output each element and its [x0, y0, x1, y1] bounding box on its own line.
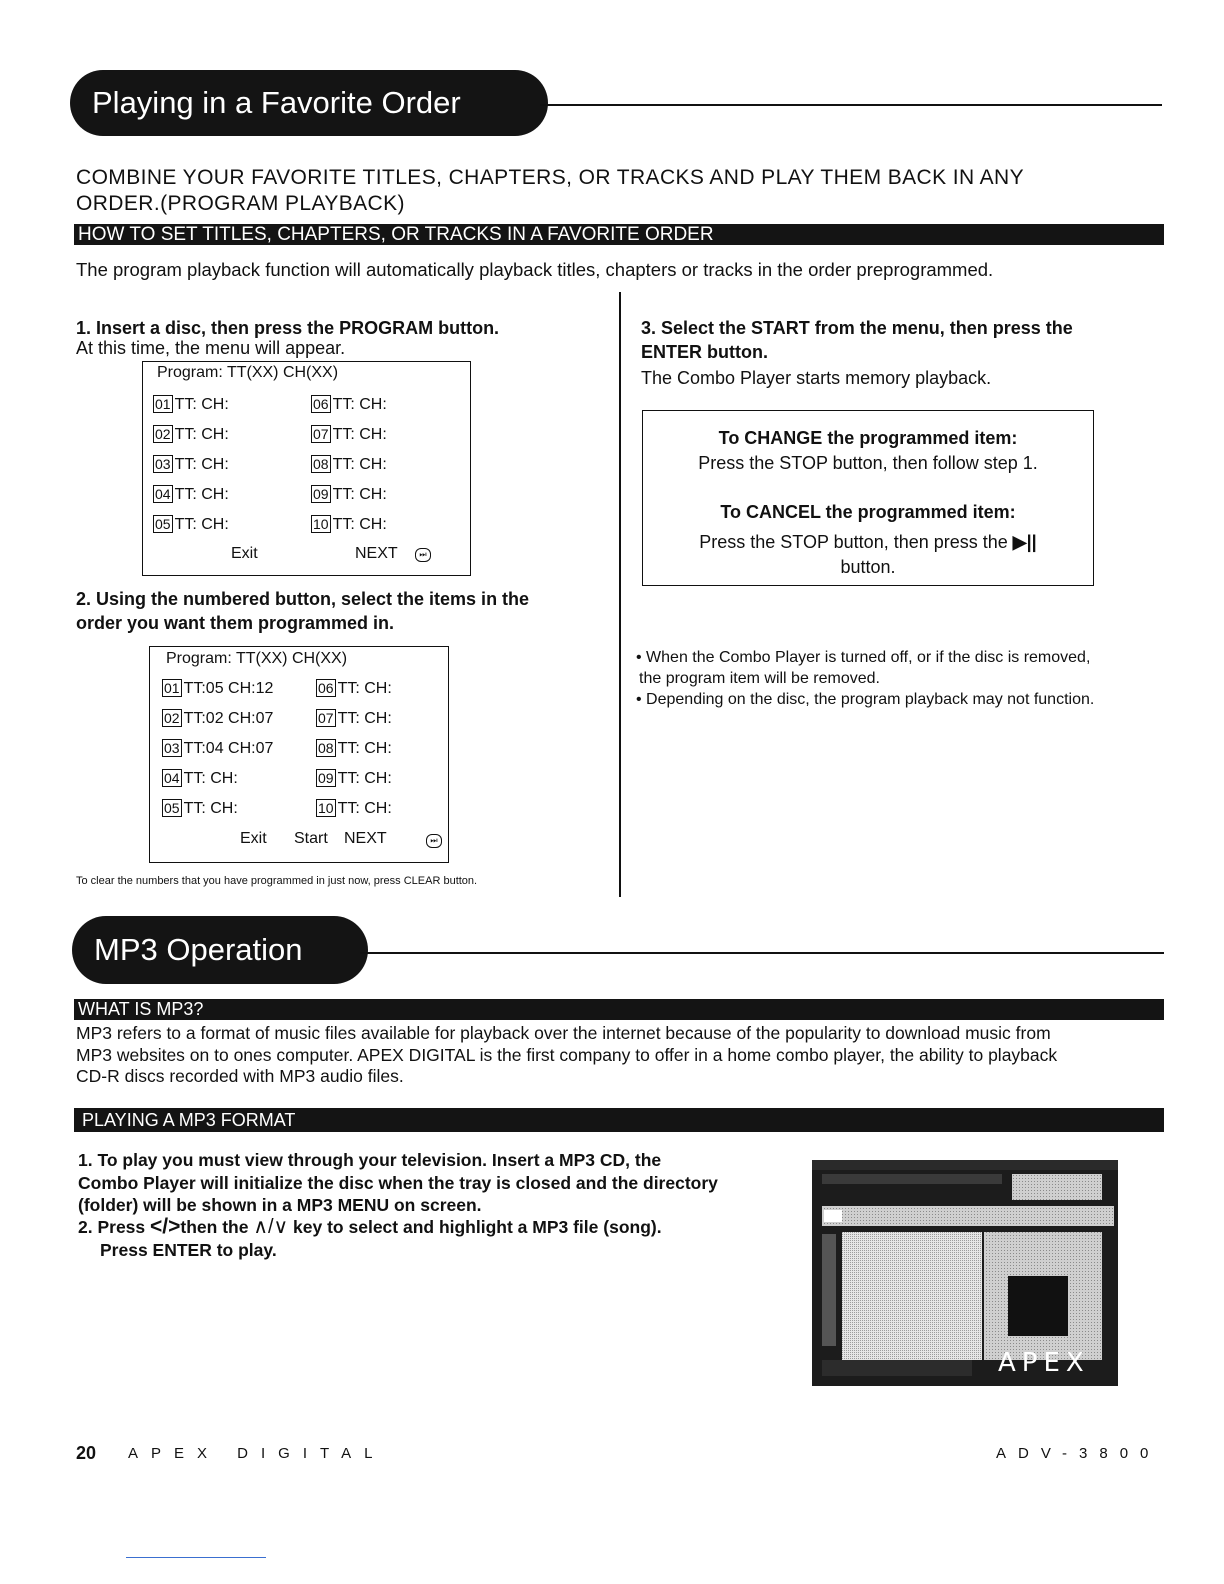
menu-row: 10 TT: CH:	[313, 516, 387, 533]
playing-mp3-bar: PLAYING A MP3 FORMAT	[74, 1108, 1164, 1132]
menu-next-label: NEXT	[355, 545, 398, 562]
menu-row: 07 TT: CH:	[318, 710, 392, 727]
note-2: • Depending on the disc, the program playback may not function.	[636, 691, 1095, 708]
program-menu-filled	[149, 646, 449, 863]
change-title: To CHANGE the programmed item:	[718, 428, 1018, 448]
section-title-rule	[360, 952, 1164, 954]
step1-title: 1. Insert a disc, then press the PROGRAM button.	[76, 318, 500, 338]
skip-next-icon: ⏭	[415, 548, 431, 562]
menu-start-label: Start	[294, 830, 328, 847]
menu-exit-label: Exit	[240, 830, 267, 847]
step3-line-3: The Combo Player starts memory playback.	[641, 368, 992, 388]
note-1b: the program item will be removed.	[639, 670, 880, 687]
note-1a: • When the Combo Player is turned off, or if the disc is removed,	[636, 649, 1091, 666]
menu-row: 03 TT:04 CH:07	[164, 740, 274, 757]
mp3-menu-screenshot	[812, 1160, 1118, 1386]
menu-row: 06 TT: CH:	[313, 396, 387, 413]
menu-header: Program: TT(XX) CH(XX)	[166, 650, 348, 667]
mp3-step1-a: 1. To play you must view through your television. Insert a MP3 CD, the	[78, 1150, 662, 1170]
mp3-step2-a: 2. Press </>then the ∧/∨ key to select and highlight a MP3 file (song).	[78, 1215, 662, 1238]
menu-header: Program: TT(XX) CH(XX)	[157, 364, 339, 381]
how-to-bar: HOW TO SET TITLES, CHAPTERS, OR TRACKS IN A FAVORITE ORDER	[74, 224, 1164, 245]
what-is-text-3: CD-R discs recorded with MP3 audio files.	[76, 1066, 404, 1086]
intro-line-1: COMBINE YOUR FAVORITE TITLES, CHAPTERS, OR TRACKS AND PLAY THEM BACK IN ANY	[76, 166, 1024, 189]
cancel-title: To CANCEL the programmed item:	[720, 502, 1016, 522]
step2-line-1: 2. Using the numbered button, select the items in the	[76, 589, 530, 609]
left-right-keys: </>	[150, 1215, 181, 1238]
menu-exit-label: Exit	[231, 545, 258, 562]
what-is-text-2: MP3 websites on to ones computer. APEX DIGITAL is the first company to offer in a home combo player, the ability to playback	[76, 1045, 1058, 1065]
menu-row: 05 TT: CH:	[155, 516, 229, 533]
clear-note: To clear the numbers that you have programmed in just now, press CLEAR button.	[76, 875, 478, 887]
mp3-step1-b: Combo Player will initialize the disc when the tray is closed and the directory	[78, 1173, 718, 1193]
step3-line-1: 3. Select the START from the menu, then press the	[641, 318, 1073, 338]
play-pause-icon: ▶||	[1012, 532, 1037, 552]
menu-row: 08 TT: CH:	[318, 740, 392, 757]
what-is-mp3-bar: WHAT IS MP3?	[74, 999, 1164, 1020]
change-text: Press the STOP button, then follow step 1.	[698, 453, 1038, 473]
section-title-favorite-order: Playing in a Favorite Order	[70, 70, 548, 136]
menu-row: 03 TT: CH:	[155, 456, 229, 473]
menu-row: 09 TT: CH:	[313, 486, 387, 503]
footer-model: ADV-3800	[996, 1445, 1161, 1462]
menu-row: 08 TT: CH:	[313, 456, 387, 473]
menu-next-label: NEXT	[344, 830, 387, 847]
menu-row: 01 TT:05 CH:12	[164, 680, 274, 697]
menu-row: 01 TT: CH:	[155, 396, 229, 413]
section-title-mp3: MP3 Operation	[72, 916, 368, 984]
footer-brand: APEX DIGITAL	[128, 1445, 386, 1462]
what-is-text-1: MP3 refers to a format of music files available for playback over the internet because of the popularity to download music from	[76, 1023, 1051, 1043]
cancel-text: Press the STOP button, then press the ▶||	[699, 532, 1037, 552]
menu-row: 02 TT: CH:	[155, 426, 229, 443]
skip-next-icon: ⏭	[426, 834, 442, 848]
mp3-step1-c: (folder) will be shown in a MP3 MENU on screen.	[78, 1195, 482, 1215]
step2-line-2: order you want them programmed in.	[76, 613, 395, 633]
menu-row: 10 TT: CH:	[318, 800, 392, 817]
menu-row: 04 TT: CH:	[164, 770, 238, 787]
mp3-step2-b: Press ENTER to play.	[100, 1240, 277, 1260]
page-number: 20	[76, 1443, 97, 1463]
step3-line-2: ENTER button.	[641, 342, 768, 362]
menu-row: 09 TT: CH:	[318, 770, 392, 787]
menu-row: 07 TT: CH:	[313, 426, 387, 443]
how-to-description: The program playback function will automatically playback titles, chapters or tracks in the order preprogrammed.	[76, 259, 994, 280]
cancel-text-2: button.	[840, 557, 896, 577]
section-title-rule	[540, 104, 1162, 106]
menu-row: 04 TT: CH:	[155, 486, 229, 503]
change-cancel-box	[642, 410, 1094, 586]
menu-row: 02 TT:02 CH:07	[164, 710, 274, 727]
menu-row: 06 TT: CH:	[318, 680, 392, 697]
footer-rule	[126, 1557, 266, 1558]
intro-line-2: ORDER.(PROGRAM PLAYBACK)	[76, 192, 405, 215]
up-down-keys: ∧/∨	[253, 1216, 289, 1238]
step1-subtitle: At this time, the menu will appear.	[76, 338, 346, 358]
program-menu-empty	[142, 361, 471, 576]
apex-logo: APEX	[998, 1348, 1090, 1378]
menu-row: 05 TT: CH:	[164, 800, 238, 817]
column-divider	[619, 292, 621, 897]
